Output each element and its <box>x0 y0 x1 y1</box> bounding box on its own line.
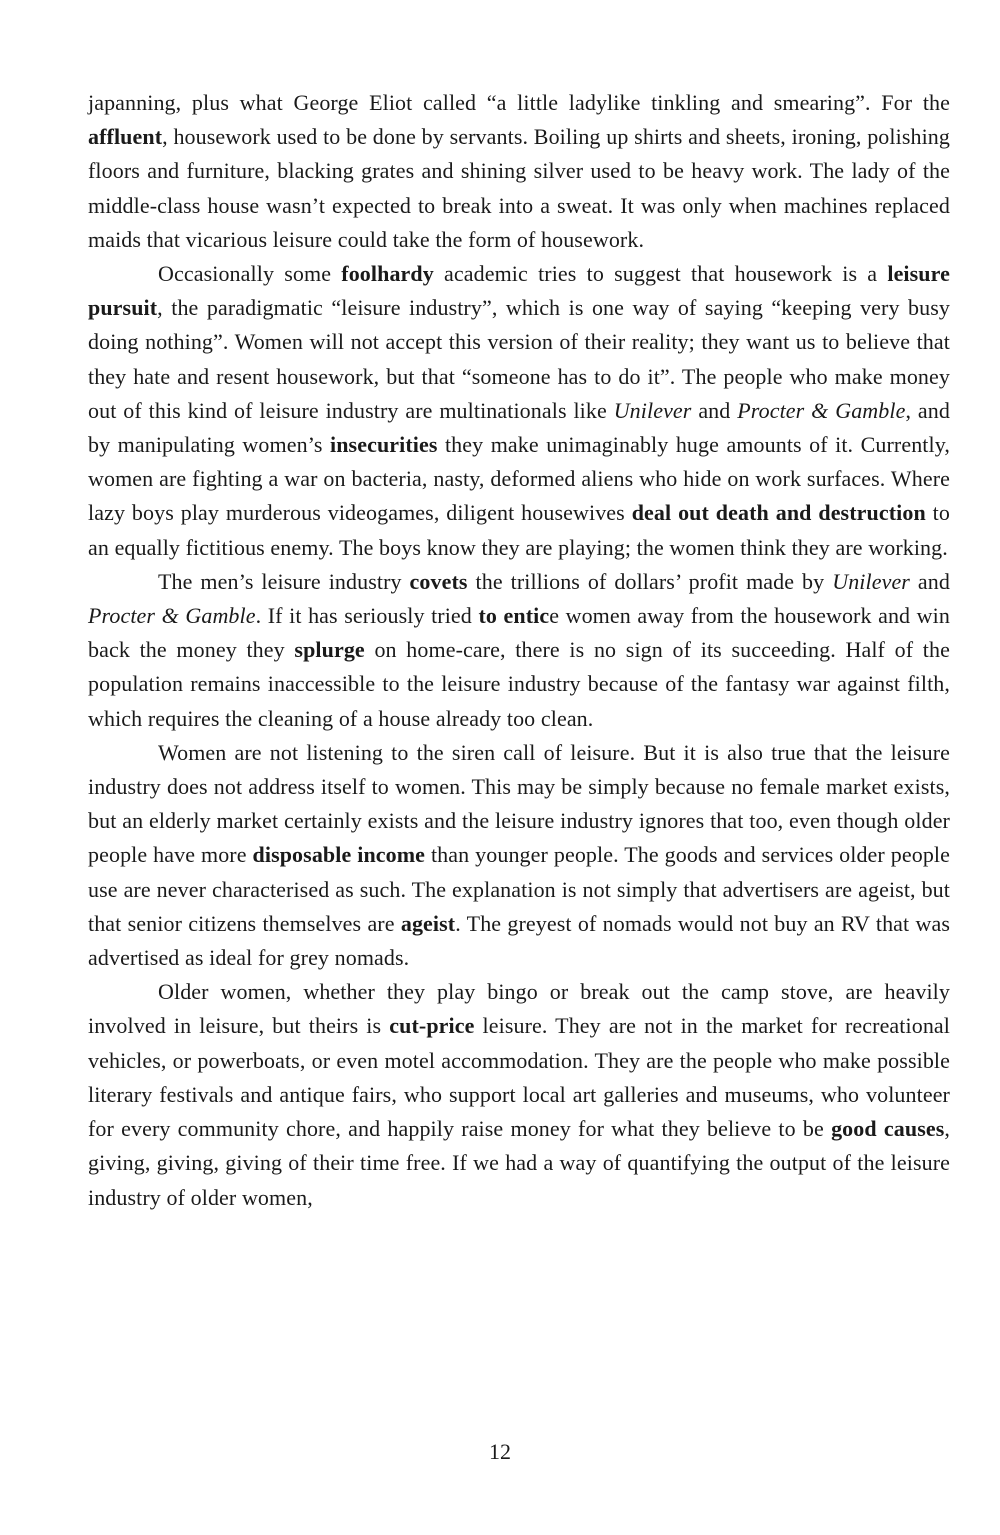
bold-term: foolhardy <box>341 261 434 287</box>
text-run: , housework used to be done by servants. Boiling up shirts and sheets, ironing, polishing floors and furniture, blacking grates and shining silver used to be heavy work. The lady of the middle-class house wasn’t expected to break into a sweat. It was only when machines replaced maids that vicarious leisure could take the form of housework. <box>88 124 950 252</box>
paragraph <box>88 86 950 257</box>
paragraph <box>88 257 950 565</box>
text-run: japanning, plus what George Eliot called “a little ladylike tinkling and smearing”. For the <box>88 90 950 115</box>
text-run: and <box>691 397 738 423</box>
text-run: , the paradigmatic “leisure industry”, which is one way of saying “keeping very busy doing nothing”. Women will not accept this version of their reality; they want us to believe that they hate and resent housework, but that “someone has to do it”. The people who make money out of this kind of leisure industry are multinationals like <box>88 295 950 423</box>
bold-term: cut-price <box>389 1013 475 1039</box>
page-body <box>88 86 950 1215</box>
bold-term: insecurities <box>330 432 438 458</box>
bold-term: affluent <box>88 124 163 150</box>
page-number: 12 <box>489 1439 511 1464</box>
text-run: they make unimaginably huge amounts of it. Currently, women are fighting a war on bacteria, nasty, deformed aliens who hide on work surfaces. Where lazy boys play murderous videogames, diligent housewives <box>88 432 950 526</box>
text-run: Older women, whether they play bingo or break out the camp stove, are heavily involved in leisure, but theirs is <box>88 979 950 1039</box>
text-run: and <box>909 568 950 594</box>
paragraph <box>88 736 950 975</box>
bold-term: covets <box>409 568 468 594</box>
text-run: the trillions of dollars’ profit made by <box>467 568 833 594</box>
text-run: Women are not listening to the siren call of leisure. But it is also true that the leisure industry does not address itself to women. This may be simply because no female market exists, but an elderly market certainly exists and the leisure industry ignores that too, even though older people have more <box>88 739 950 868</box>
text-run: , and by manipulating women’s <box>88 397 950 458</box>
paragraph <box>88 565 950 736</box>
bold-term: splurge <box>294 637 365 663</box>
text-run: e women away from the housework and win back the money they <box>88 603 950 663</box>
text-run: . The greyest of nomads would not buy an RV that was advertised as ideal for grey nomads. <box>88 910 950 971</box>
bold-term: good causes <box>831 1116 945 1142</box>
italic-name: Unilever <box>832 568 910 594</box>
text-run: Occasionally some <box>158 261 342 287</box>
bold-term: disposable income <box>252 842 426 868</box>
bold-term: deal out death and destruction <box>631 500 926 526</box>
italic-name: Procter & Gamble <box>88 603 256 629</box>
bold-term: leisure pursuit <box>88 261 950 321</box>
text-run: leisure. They are not in the market for recreational vehicles, or powerboats, or even motel accommodation. They are the people who make possible literary festivals and antique fairs, who support local art galleries and museums, who volunteer for every community chore, and happily raise money for what they believe to be <box>88 1013 951 1142</box>
text-run: The men’s leisure industry <box>158 568 410 594</box>
text-run: , giving, giving, giving of their time free. If we had a way of quantifying the output of the leisure industry of older women, <box>88 1116 950 1210</box>
italic-name: Procter & Gamble <box>737 397 906 423</box>
italic-name: Unilever <box>613 397 692 423</box>
bold-term: to entic <box>478 603 550 629</box>
text-run: on home-care, there is no sign of its succeeding. Half of the population remains inaccessible to the leisure industry because of the fantasy war against filth, which requires the cleaning of a house already too clean. <box>88 637 950 731</box>
text-run: . If it has seriously tried <box>255 603 479 629</box>
paragraph <box>88 975 950 1214</box>
text-run: academic tries to suggest that housework is a <box>433 261 888 287</box>
text-run: to an equally fictitious enemy. The boys know they are playing; the women think they are working. <box>88 500 950 560</box>
text-run: than younger people. The goods and services older people use are never characterised as such. The explanation is not simply that advertisers are ageist, but that senior citizens themselves are <box>88 842 950 936</box>
bold-term: ageist <box>400 910 456 936</box>
